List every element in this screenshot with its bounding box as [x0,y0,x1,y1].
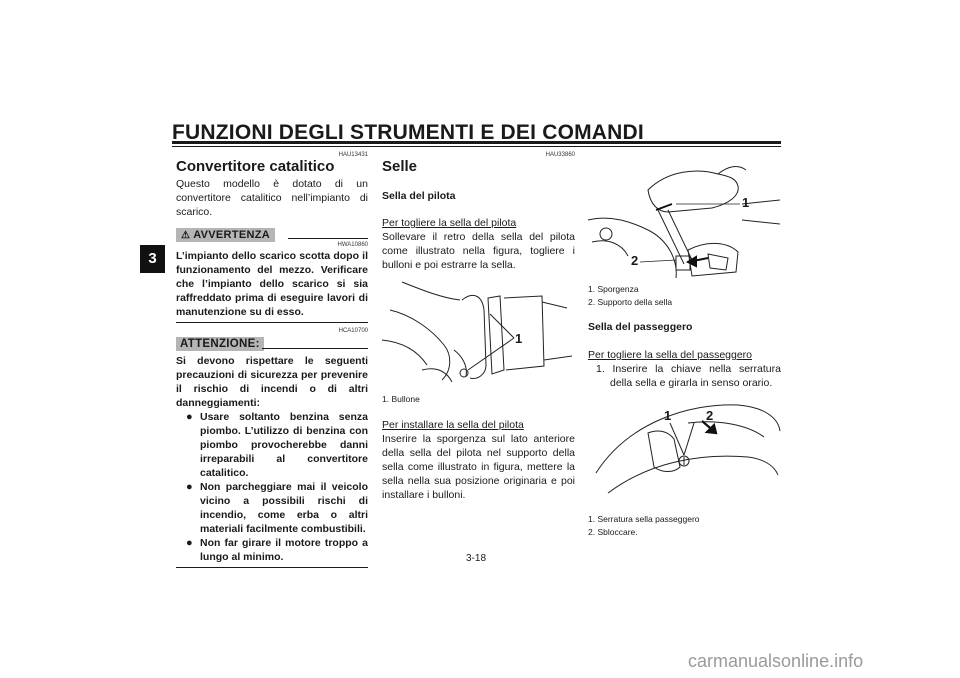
subsection-title: Sella del pilota [382,190,456,202]
section-code: HAU13431 [338,152,368,158]
figure-seat-holder [588,160,781,285]
figure-captions [588,513,700,539]
header-rule-thin [172,146,781,147]
warning-badge [176,228,275,242]
bullet-icon: ● [186,481,193,493]
warning-end-rule [176,322,368,323]
warning-text: L’impianto dello scarico scotta dopo il funzionamento del mezzo. Verificare che l’impianto dello scarico si sia raffreddato prima di eseguire lavori di manutenzione su di esso. [176,250,368,318]
install-section [382,418,575,502]
procedure-text: Inserire la sporgenza sul lato anteriore della sella del pilota nel supporto della sella come illustrato in figura, mettere la sella nella sua posizione originaria e poi installare i bulloni. [382,433,575,501]
figure-caption: 1. Sporgenza [588,284,639,294]
warning-triangle-icon: ⚠ [181,230,191,241]
header-rule [172,141,781,144]
figure-caption: 2. Supporto della sella [588,297,673,307]
caution-intro: Si devono rispettare le seguenti precauzioni di sicurezza per prevenire il rischio di incendi o di altri danneggiamenti: [176,355,368,409]
figure-caption: 1. Bullone [382,394,420,404]
procedure-heading: Per togliere la sella del pilota [382,217,517,229]
procedure-heading: Per installare la sella del pilota [382,419,524,431]
figure-callout-1: 1 [664,408,672,423]
figure-passenger-lock [588,393,781,505]
subsection-title: Sella del passeggero [588,321,693,333]
figure-callout-2: 2 [706,408,714,423]
bullet-icon: ● [186,411,193,423]
caution-bullet: ● Non parcheggiare mai il veicolo vicino a possibili rischi di incendio, come erba o altri materiali facilmente combustibili. [186,481,368,535]
caution-code: HCA10700 [338,328,368,334]
page-number: 3-18 [466,553,487,564]
caution-bullet: ● Usare soltanto benzina senza piombo. L’utilizzo di benzina con piombo provocherebbe danni irreparabili al convertitore catalitico. [186,411,368,479]
bullet-icon: ● [186,537,193,549]
chapter-tab: 3 [140,245,165,273]
procedure-step: 1. Inserire la chiave nella serratura della sella e girarla in senso orario. [596,363,781,389]
passenger-seat-section [588,320,781,390]
figure-captions [588,283,672,309]
column-2 [382,152,575,272]
section-title: Convertitore catalitico [176,158,335,175]
page-title: FUNZIONI DEGLI STRUMENTI E DEI COMANDI [172,121,644,144]
warning-rule [288,238,368,239]
warning-label: AVVERTENZA [193,229,270,241]
caution-rule [262,348,368,349]
column-1 [176,152,368,568]
figure-callout-1: 1 [742,195,750,210]
figure-caption: 1. Serratura sella passeggero [588,514,700,524]
caution-header [176,334,368,351]
caution-label: ATTENZIONE: [176,337,264,351]
figure-rider-seat-bolt [382,270,575,388]
section-code: HAU33860 [545,152,575,158]
warning-code: HWA10860 [337,242,368,248]
watermark: carmanualsonline.info [688,651,864,671]
procedure-text: Sollevare il retro della sella del pilota come illustrato nella figura, togliere i bulloni e poi estrarre la sella. [382,231,575,271]
figure-callout-1: 1 [515,331,523,346]
section-title: Selle [382,158,418,175]
procedure-heading: Per togliere la sella del passeggero [588,349,753,361]
intro-text: Questo modello è dotato di un convertitore catalitico nell’impianto di scarico. [176,178,368,218]
warning-header [176,225,368,241]
figure-callout-2: 2 [631,253,639,268]
caution-bullet: ● Non far girare il motore troppo a lungo al minimo. [186,537,368,563]
figure-caption: 2. Sbloccare. [588,527,638,537]
caution-end-rule [176,567,368,568]
